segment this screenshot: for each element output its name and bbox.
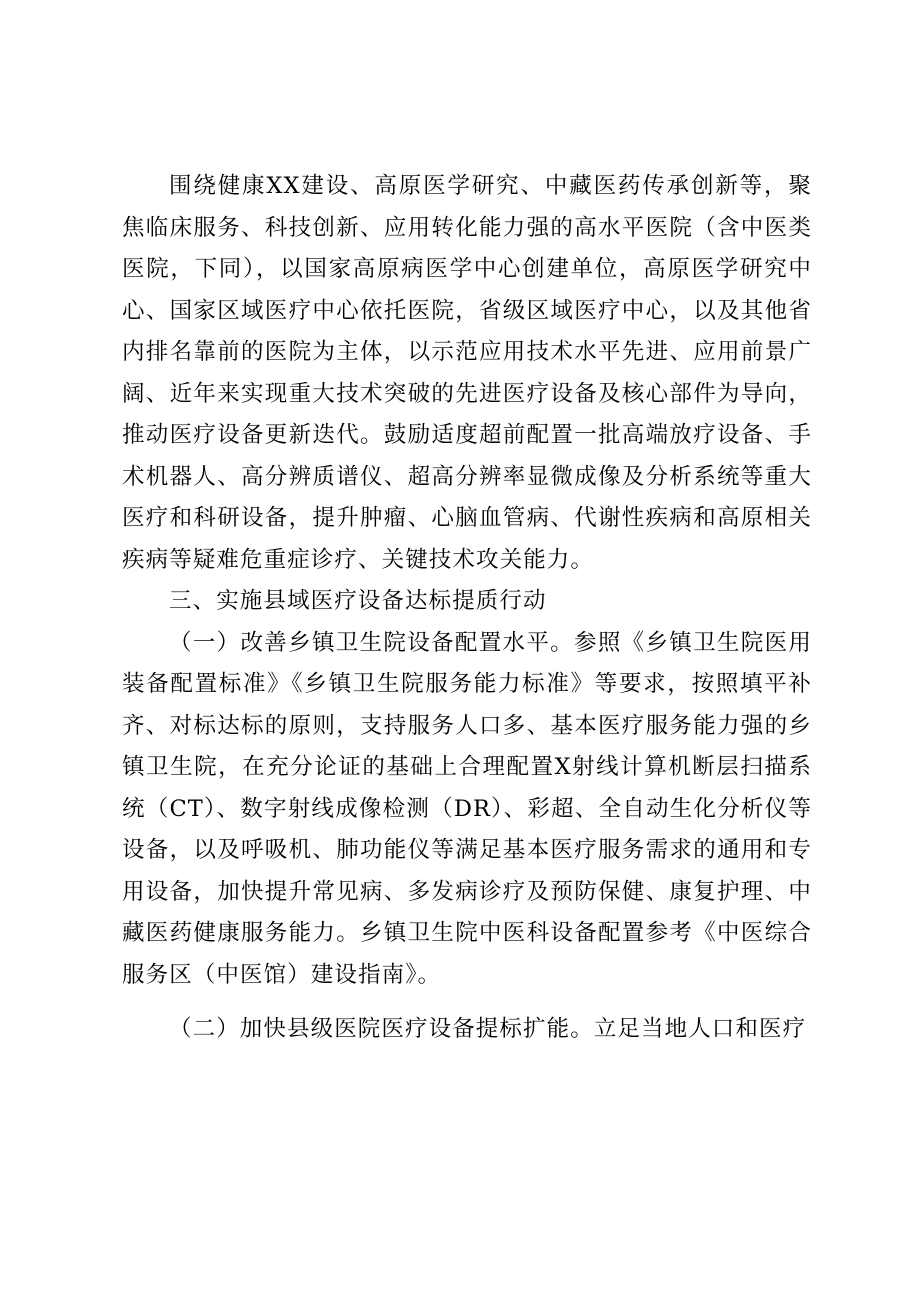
- paragraph-county-hospitals: （二）加快县级医院医疗设备提标扩能。立足当地人口和医疗: [169, 1016, 807, 1042]
- paragraph-high-level-hospitals: 围绕健康XX建设、高原医学研究、中藏医药传承创新等，聚焦临床服务、科技创新、应用转化能力强的高水平医院（含中医类医院，下同），以国家高原病医学中心创建单位，高原医学研究中心、国家区域医疗中心依托医院，省级区域医疗中心，以及其他省内排名靠前的医院为主体，以示范应用技术水平先进、应用前景广阔、近年来实现重大技术突破的先进医疗设备及核心部件为导向，推动医疗设备更新迭代。鼓励适度超前配置一批高端放疗设备、手术机器人、高分辨质谱仪、超高分辨率显微成像及分析系统等重大医疗和科研设备，提升肿瘤、心脑血管病、代谢性疾病和高原相关疾病等疑难危重症诊疗、关键技术攻关能力。: [122, 173, 812, 573]
- document-body: [122, 166, 812, 1051]
- paragraph-township-hospitals: （一）改善乡镇卫生院设备配置水平。参照《乡镇卫生院医用装备配置标准》《乡镇卫生院服务能力标准》等要求，按照填平补齐、对标达标的原则，支持服务人口多、基本医疗服务能力强的乡镇卫生院，在充分论证的基础上合理配置X射线计算机断层扫描系统（CT）、数字射线成像检测（DR）、彩超、全自动生化分析仪等设备，以及呼吸机、肺功能仪等满足基本医疗服务需求的通用和专用设备，加快提升常见病、多发病诊疗及预防保健、康复护理、中藏医药健康服务能力。乡镇卫生院中医科设备配置参考《中医综合服务区（中医馆）建设指南》。: [122, 629, 812, 988]
- section-heading-county-equipment: 三、实施县域医疗设备达标提质行动: [169, 588, 547, 614]
